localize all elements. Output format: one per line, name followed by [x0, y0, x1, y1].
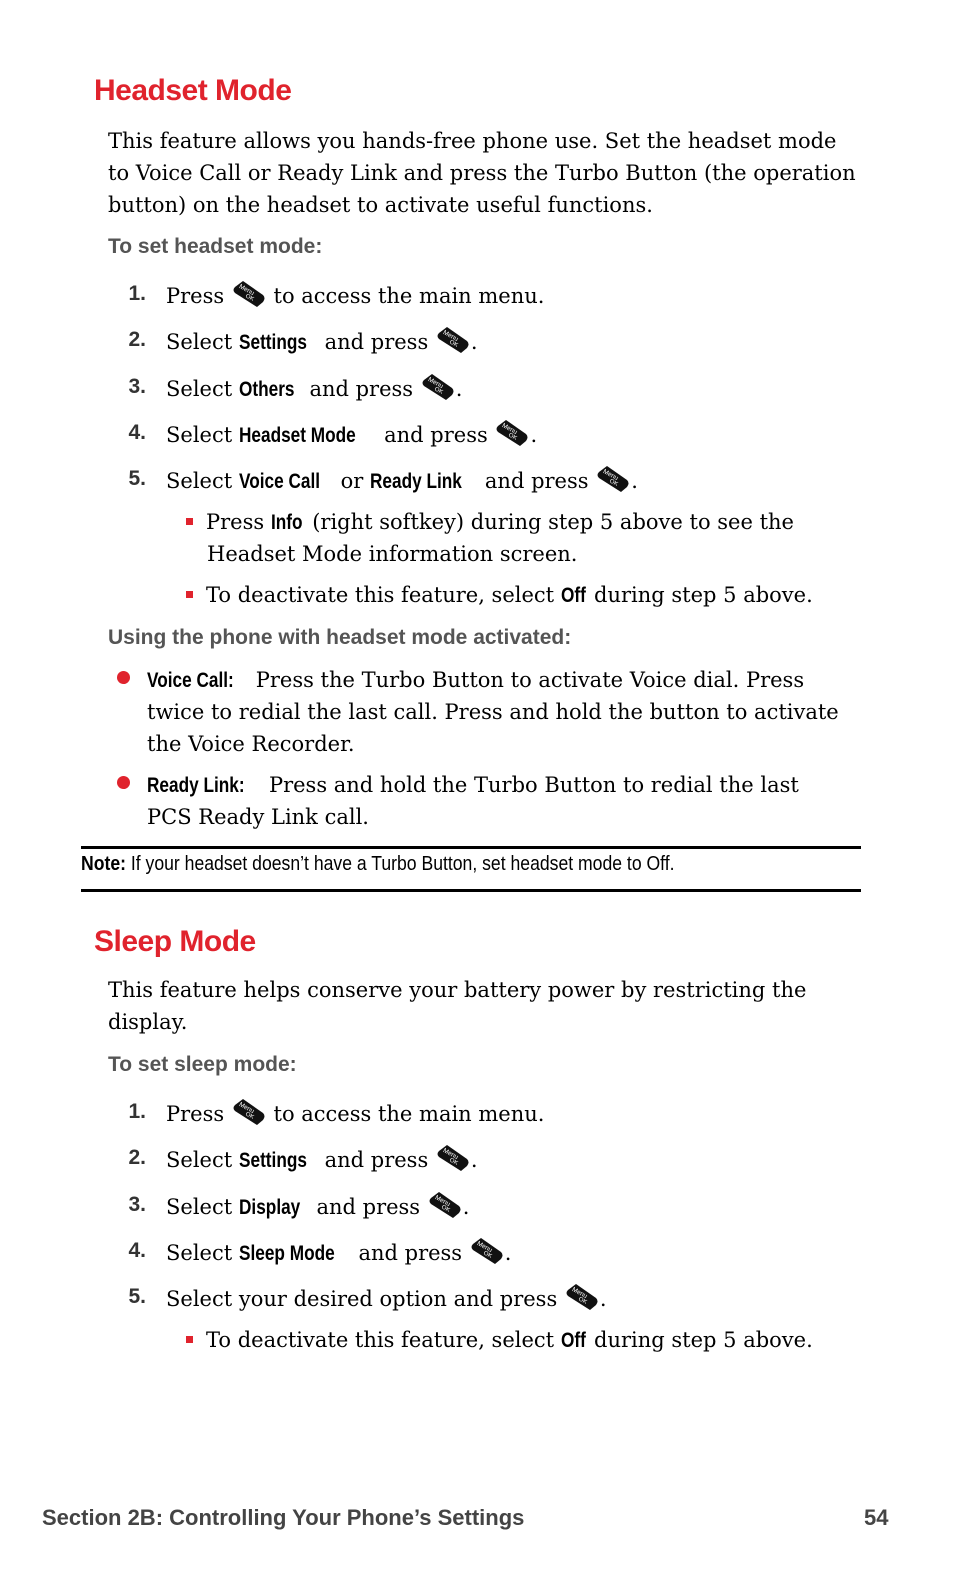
step-text: .: [462, 1195, 470, 1219]
step-text: Select: [166, 377, 239, 401]
step-text: and press: [317, 1148, 435, 1172]
note-body: If your headset doesn’t have a Turbo Button, set headset mode to Off.: [125, 853, 675, 875]
menu-ok-key-icon: [495, 419, 529, 447]
menu-ok-key-icon: [436, 326, 470, 354]
headset-sub-bullet-info: [186, 506, 794, 539]
step-text: Select your desired option and press: [166, 1287, 564, 1311]
headset-intro-paragraph: This feature allows you hands-free phone use. Set the headset mode to Voice Call or Ready Link and press the Turbo Button (the operation button) on the headset to activate useful functions.: [108, 129, 856, 217]
bullet-voice-call: [147, 664, 804, 697]
menu-item-display: Display: [238, 1196, 301, 1219]
bullet-term: Ready Link:: [147, 774, 245, 797]
bullet-text: Press the Turbo Button to activate Voice dial. Press: [249, 668, 805, 692]
menu-ok-key-icon: [232, 1098, 266, 1126]
menu-ok-key-icon: [428, 1191, 462, 1219]
bullet-text: Press: [206, 510, 271, 534]
menu-ok-key-icon: [470, 1237, 504, 1265]
square-bullet-icon: [186, 591, 193, 598]
square-bullet-icon: [186, 518, 193, 525]
step-number: 1.: [128, 1100, 146, 1123]
headset-sub-bullet-off: [186, 579, 813, 612]
sleep-step-4: [166, 1237, 511, 1270]
option-ready-link: Ready Link: [369, 470, 462, 493]
step-text: .: [599, 1287, 607, 1311]
note-label: Note:: [81, 853, 126, 875]
softkey-info: Info: [270, 511, 303, 534]
step-text: Select: [166, 1148, 239, 1172]
step-text: and press: [317, 330, 435, 354]
bullet-voice-call-line2: twice to redial the last call. Press and hold the button to activate: [147, 700, 839, 724]
step-text: .: [470, 1148, 478, 1172]
step-text: Press: [166, 284, 231, 308]
headset-step-2: [166, 326, 478, 359]
step-number: 1.: [128, 282, 146, 305]
round-bullet-icon: [117, 776, 130, 789]
step-number: 3.: [128, 1193, 146, 1216]
option-off: Off: [560, 1329, 586, 1352]
step-number: 2.: [128, 1146, 146, 1169]
sleep-step-3: [166, 1191, 469, 1224]
headset-mode-heading: Headset Mode: [94, 74, 292, 107]
bullet-text: during step 5 above.: [587, 583, 813, 607]
step-text: and press: [377, 423, 495, 447]
bullet-ready-link-line2: PCS Ready Link call.: [147, 805, 369, 829]
note-box: [81, 853, 755, 876]
step-text: and press: [309, 1195, 427, 1219]
sleep-mode-heading: Sleep Mode: [94, 925, 256, 958]
headset-sub-bullet-info-line2: Headset Mode information screen.: [207, 542, 578, 566]
bullet-text: To deactivate this feature, select: [206, 583, 561, 607]
step-text: .: [470, 330, 478, 354]
menu-item-sleep-mode: Sleep Mode: [238, 1242, 335, 1265]
menu-ok-key-icon: [421, 373, 455, 401]
step-number: 2.: [128, 328, 146, 351]
step-number: 5.: [128, 467, 146, 490]
menu-item-settings: Settings: [238, 1149, 307, 1172]
headset-step-3: [166, 373, 462, 406]
headset-subhead: To set headset mode:: [108, 235, 323, 258]
sleep-intro-paragraph: This feature helps conserve your battery power by restricting the display.: [108, 978, 807, 1034]
note-top-rule: [81, 846, 861, 849]
bullet-term: Voice Call:: [147, 669, 234, 692]
bullet-text: during step 5 above.: [587, 1328, 813, 1352]
headset-activated-subhead: Using the phone with headset mode activated:: [108, 626, 572, 649]
bullet-text: To deactivate this feature, select: [206, 1328, 561, 1352]
step-text: .: [631, 469, 638, 493]
step-text: Select: [166, 1241, 239, 1265]
headset-step-5: [166, 465, 638, 498]
step-number: 5.: [128, 1285, 146, 1308]
menu-ok-key-icon: [232, 280, 266, 308]
menu-ok-key-icon: [596, 465, 630, 493]
footer-page-number: 54: [864, 1505, 889, 1530]
menu-ok-key-icon: [565, 1283, 599, 1311]
step-text: to access the main menu.: [266, 284, 545, 308]
bullet-ready-link: [147, 769, 799, 802]
sleep-step-2: [166, 1144, 478, 1177]
step-text: .: [455, 377, 463, 401]
note-bottom-rule: [81, 889, 861, 892]
square-bullet-icon: [186, 1336, 193, 1343]
step-text: Select: [166, 1195, 239, 1219]
step-text: .: [530, 423, 538, 447]
headset-step-1: [166, 280, 544, 312]
step-text: Select: [166, 423, 239, 447]
sleep-subhead: To set sleep mode:: [108, 1053, 297, 1076]
step-text: Press: [166, 1102, 231, 1126]
step-text: Select: [166, 469, 239, 493]
option-off: Off: [560, 584, 586, 607]
step-number: 4.: [128, 421, 146, 444]
step-text: and press: [302, 377, 420, 401]
note-text: [81, 853, 675, 876]
footer-section-title: Section 2B: Controlling Your Phone’s Settings: [42, 1505, 525, 1530]
option-voice-call: Voice Call: [238, 470, 320, 493]
step-text: to access the main menu.: [266, 1102, 545, 1126]
step-number: 4.: [128, 1239, 146, 1262]
bullet-voice-call-line3: the Voice Recorder.: [147, 732, 355, 756]
step-text: and press: [478, 469, 596, 493]
menu-item-headset-mode: Headset Mode: [238, 424, 356, 447]
menu-ok-key-icon: [436, 1144, 470, 1172]
round-bullet-icon: [117, 671, 130, 684]
bullet-text: (right softkey) during step 5 above to see the: [305, 510, 794, 534]
step-text: or: [333, 469, 370, 493]
headset-step-4: [166, 419, 537, 452]
menu-item-others: Others: [238, 378, 295, 401]
step-text: Select: [166, 330, 239, 354]
menu-item-settings: Settings: [238, 331, 307, 354]
step-text: .: [504, 1241, 512, 1265]
sleep-sub-bullet-off: [186, 1324, 813, 1357]
sleep-step-5: [166, 1283, 607, 1315]
sleep-step-1: [166, 1098, 544, 1130]
step-text: and press: [351, 1241, 469, 1265]
step-number: 3.: [128, 375, 146, 398]
bullet-text: Press and hold the Turbo Button to redial the last: [262, 773, 799, 797]
